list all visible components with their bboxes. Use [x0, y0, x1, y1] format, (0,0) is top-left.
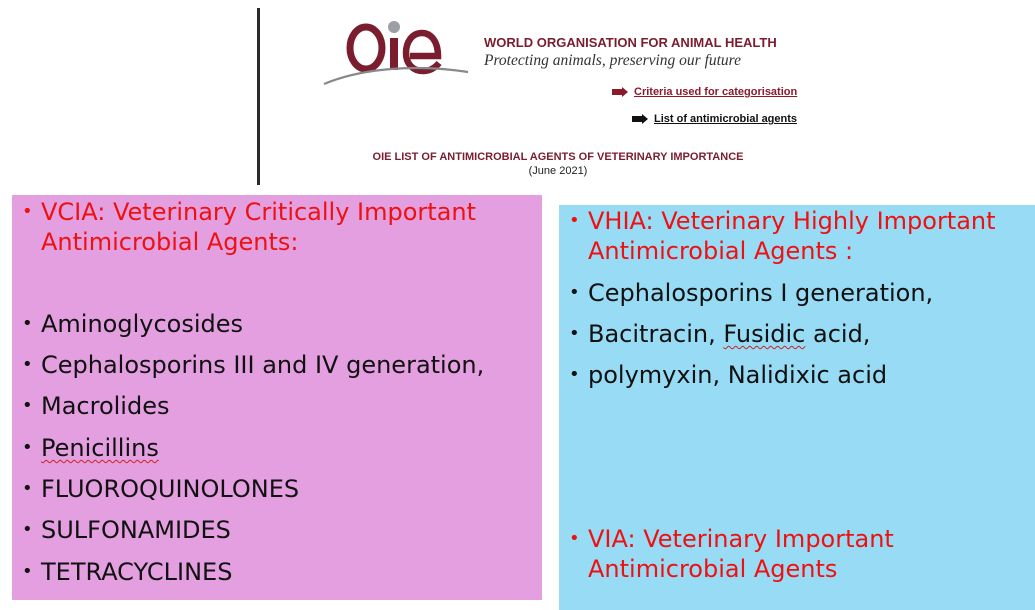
- list-item-text: FLUOROQUINOLONES: [41, 475, 300, 503]
- list-item: [569, 360, 1033, 390]
- right-arrow-icon: [612, 87, 628, 97]
- via-heading-line1: VIA: Veterinary Important: [588, 525, 894, 553]
- list-item-text: Aminoglycosides: [41, 310, 244, 338]
- vcia-panel: [12, 195, 542, 600]
- via-heading: [569, 524, 1033, 584]
- list-item-text: SULFONAMIDES: [41, 516, 231, 544]
- list-item: [22, 557, 538, 587]
- right-arrow-icon: [632, 114, 648, 124]
- bullet-icon: •: [22, 201, 33, 222]
- bullet-icon: •: [22, 437, 33, 458]
- oie-logo: [322, 18, 470, 90]
- bullet-icon: •: [569, 528, 580, 549]
- list-item-text: Penicillins: [41, 434, 159, 462]
- list-item: [22, 515, 538, 545]
- vcia-heading-line2: Antimicrobial Agents:: [41, 228, 299, 256]
- vcia-heading: [22, 197, 538, 257]
- org-tagline: Protecting animals, preserving our future: [484, 52, 742, 69]
- vhia-heading: [569, 206, 1033, 266]
- list-item: [22, 433, 538, 463]
- list-item-text: Macrolides: [41, 392, 170, 420]
- bullet-icon: •: [569, 364, 580, 385]
- vhia-heading-line1: VHIA: Veterinary Highly Important: [588, 207, 996, 235]
- antimicrobial-list-link[interactable]: [632, 113, 797, 125]
- criteria-link-label[interactable]: Criteria used for categorisation: [634, 86, 798, 98]
- vhia-heading-line2: Antimicrobial Agents :: [588, 237, 854, 265]
- list-item: [569, 278, 1033, 308]
- list-item: [22, 350, 538, 380]
- bullet-icon: •: [22, 478, 33, 499]
- bullet-icon: •: [569, 210, 580, 231]
- list-item-text: polymyxin, Nalidixic acid: [588, 361, 888, 389]
- list-item-text: TETRACYCLINES: [41, 558, 233, 586]
- bullet-icon: •: [569, 323, 580, 344]
- bullet-icon: •: [22, 313, 33, 334]
- org-name: WORLD ORGANISATION FOR ANIMAL HEALTH: [484, 35, 777, 50]
- document-title: OIE LIST OF ANTIMICROBIAL AGENTS OF VETERINARY IMPORTANCE: [372, 151, 744, 163]
- list-item-text: Fusidic: [723, 320, 806, 348]
- list-item: [22, 309, 538, 339]
- vcia-heading-line1: VCIA: Veterinary Critically Important: [41, 198, 477, 226]
- list-item: [22, 391, 538, 421]
- document-date: (June 2021): [528, 165, 588, 177]
- list-item-text: Cephalosporins III and IV generation,: [41, 351, 485, 379]
- bullet-icon: •: [22, 519, 33, 540]
- list-item: [569, 319, 1033, 349]
- bullet-icon: •: [22, 561, 33, 582]
- bullet-icon: •: [569, 282, 580, 303]
- bullet-icon: •: [22, 395, 33, 416]
- list-item-text: Bacitracin,: [588, 320, 716, 348]
- criteria-link[interactable]: [612, 86, 797, 98]
- bullet-icon: •: [22, 354, 33, 375]
- list-item: [22, 474, 538, 504]
- vertical-divider: [257, 8, 260, 185]
- vhia-panel: [559, 205, 1035, 610]
- list-item-text: Cephalosporins I generation,: [588, 279, 934, 307]
- antimicrobial-list-link-label[interactable]: List of antimicrobial agents: [654, 113, 798, 125]
- list-item-text: acid,: [813, 320, 871, 348]
- via-heading-line2: Antimicrobial Agents: [588, 555, 838, 583]
